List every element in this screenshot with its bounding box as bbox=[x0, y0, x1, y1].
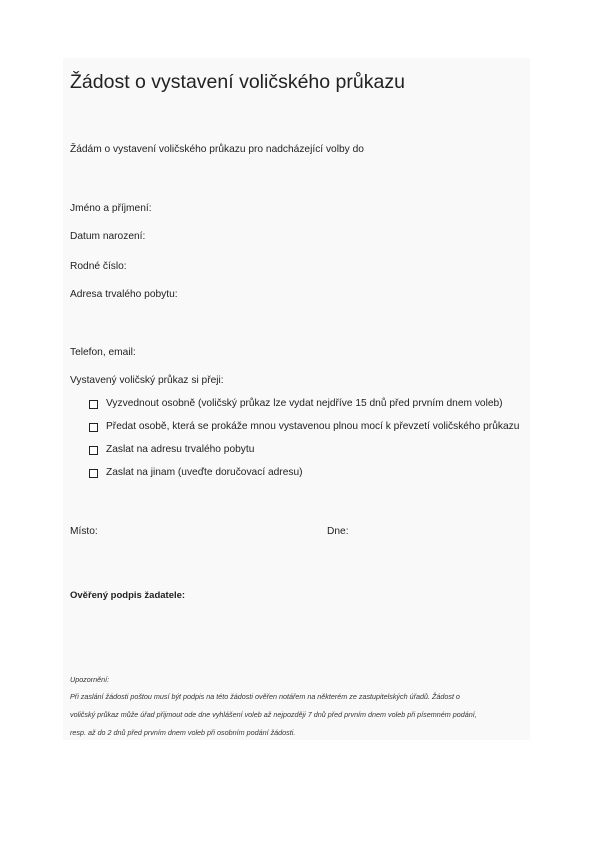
signature-label: Ověřený podpis žadatele: bbox=[70, 590, 186, 601]
notice-heading: Upozornění: bbox=[70, 675, 110, 684]
option-label: Zaslat na adresu trvalého pobytu bbox=[106, 444, 255, 455]
option-label: Předat osobě, která se prokáže mnou vystavenou plnou mocí k převzetí voličského průkazu bbox=[106, 421, 520, 432]
option-label: Zaslat na jinam (uveďte doručovací adresu) bbox=[106, 467, 303, 478]
option-checkbox[interactable] bbox=[89, 469, 98, 478]
option-checkbox[interactable] bbox=[89, 423, 98, 432]
option-checkbox[interactable] bbox=[89, 400, 98, 409]
address-label: Adresa trvalého pobytu: bbox=[70, 289, 178, 300]
notice-line: resp. až do 2 dnů před prvním dnem voleb při osobním podání žádosti. bbox=[70, 728, 296, 737]
date-label: Dne: bbox=[327, 526, 349, 537]
intro-text: Žádám o vystavení voličského průkazu pro nadcházející volby do bbox=[70, 144, 364, 155]
option-checkbox[interactable] bbox=[89, 446, 98, 455]
place-label: Místo: bbox=[70, 526, 98, 537]
contact-label: Telefon, email: bbox=[70, 347, 136, 358]
page-title: Žádost o vystavení voličského průkazu bbox=[70, 71, 405, 93]
notice-line: Při zaslání žádosti poštou musí být podpis na této žádosti ověřen notářem na některém ze zastupitelských úřadů. Žádost o bbox=[70, 692, 460, 701]
option-label: Vyzvednout osobně (voličský průkaz lze vydat nejdříve 15 dnů před prvním dnem voleb) bbox=[106, 398, 503, 409]
birthdate-label: Datum narození: bbox=[70, 231, 146, 242]
pickup-label: Vystavený voličský průkaz si přeji: bbox=[70, 375, 224, 386]
birth-number-label: Rodné číslo: bbox=[70, 261, 127, 272]
name-label: Jméno a příjmení: bbox=[70, 203, 152, 214]
notice-line: voličský průkaz může úřad přijmout ode dne vyhlášení voleb až nejpozději 7 dnů před prvním dnem voleb při písemném podání, bbox=[70, 710, 477, 719]
